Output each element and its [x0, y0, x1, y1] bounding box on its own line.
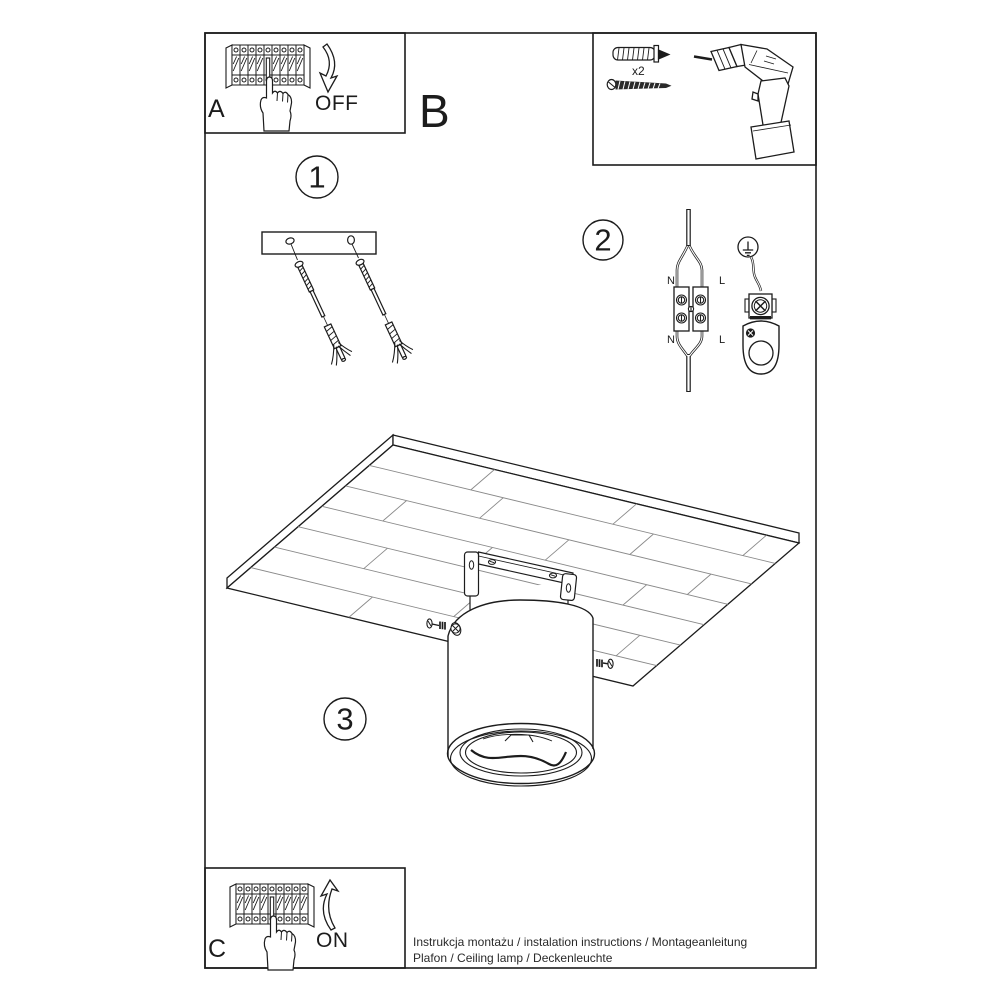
terminal-label-l-top: L: [718, 274, 726, 287]
off-label: OFF: [315, 92, 359, 115]
mounting-plate-illustration: [262, 232, 415, 367]
breaker-off-illustration: [226, 44, 337, 131]
terminal-label-n-top: N: [667, 274, 675, 287]
breaker-on-illustration: [230, 880, 338, 970]
arrow-up-icon: [321, 880, 338, 930]
section-c-label: C: [208, 935, 227, 963]
wiring-illustration: [674, 209, 779, 392]
anchor-screw-illustration: [347, 255, 415, 365]
on-label: ON: [316, 929, 349, 952]
anchor-screw-illustration: [286, 257, 354, 367]
footer-line-1: Instrukcja montażu / instalation instructions / Montageanleitung: [413, 935, 748, 949]
parts-illustrations: [607, 45, 794, 160]
drill-icon: [694, 45, 794, 160]
ground-symbol-icon: [738, 237, 758, 257]
section-b-label: B: [419, 85, 450, 137]
footer-line-2: Plafon / Ceiling lamp / Deckenleuchte: [413, 951, 613, 965]
section-a-label: A: [208, 95, 225, 123]
arrow-down-icon: [320, 44, 337, 92]
terminal-block: [674, 287, 708, 331]
step-1-number: 1: [308, 159, 326, 195]
anchor-quantity-label: x2: [632, 64, 645, 78]
ceiling-panel-illustration: [227, 435, 799, 786]
terminal-label-n-bottom: N: [667, 333, 675, 346]
terminal-label-l-bottom: L: [718, 333, 726, 346]
screw-icon: [607, 80, 671, 90]
wall-anchor-icon: [613, 46, 669, 63]
step-2-number: 2: [594, 222, 612, 258]
step-3-number: 3: [336, 701, 354, 737]
ground-terminal-illustration: [743, 294, 779, 374]
lamp-illustration: [448, 600, 595, 786]
